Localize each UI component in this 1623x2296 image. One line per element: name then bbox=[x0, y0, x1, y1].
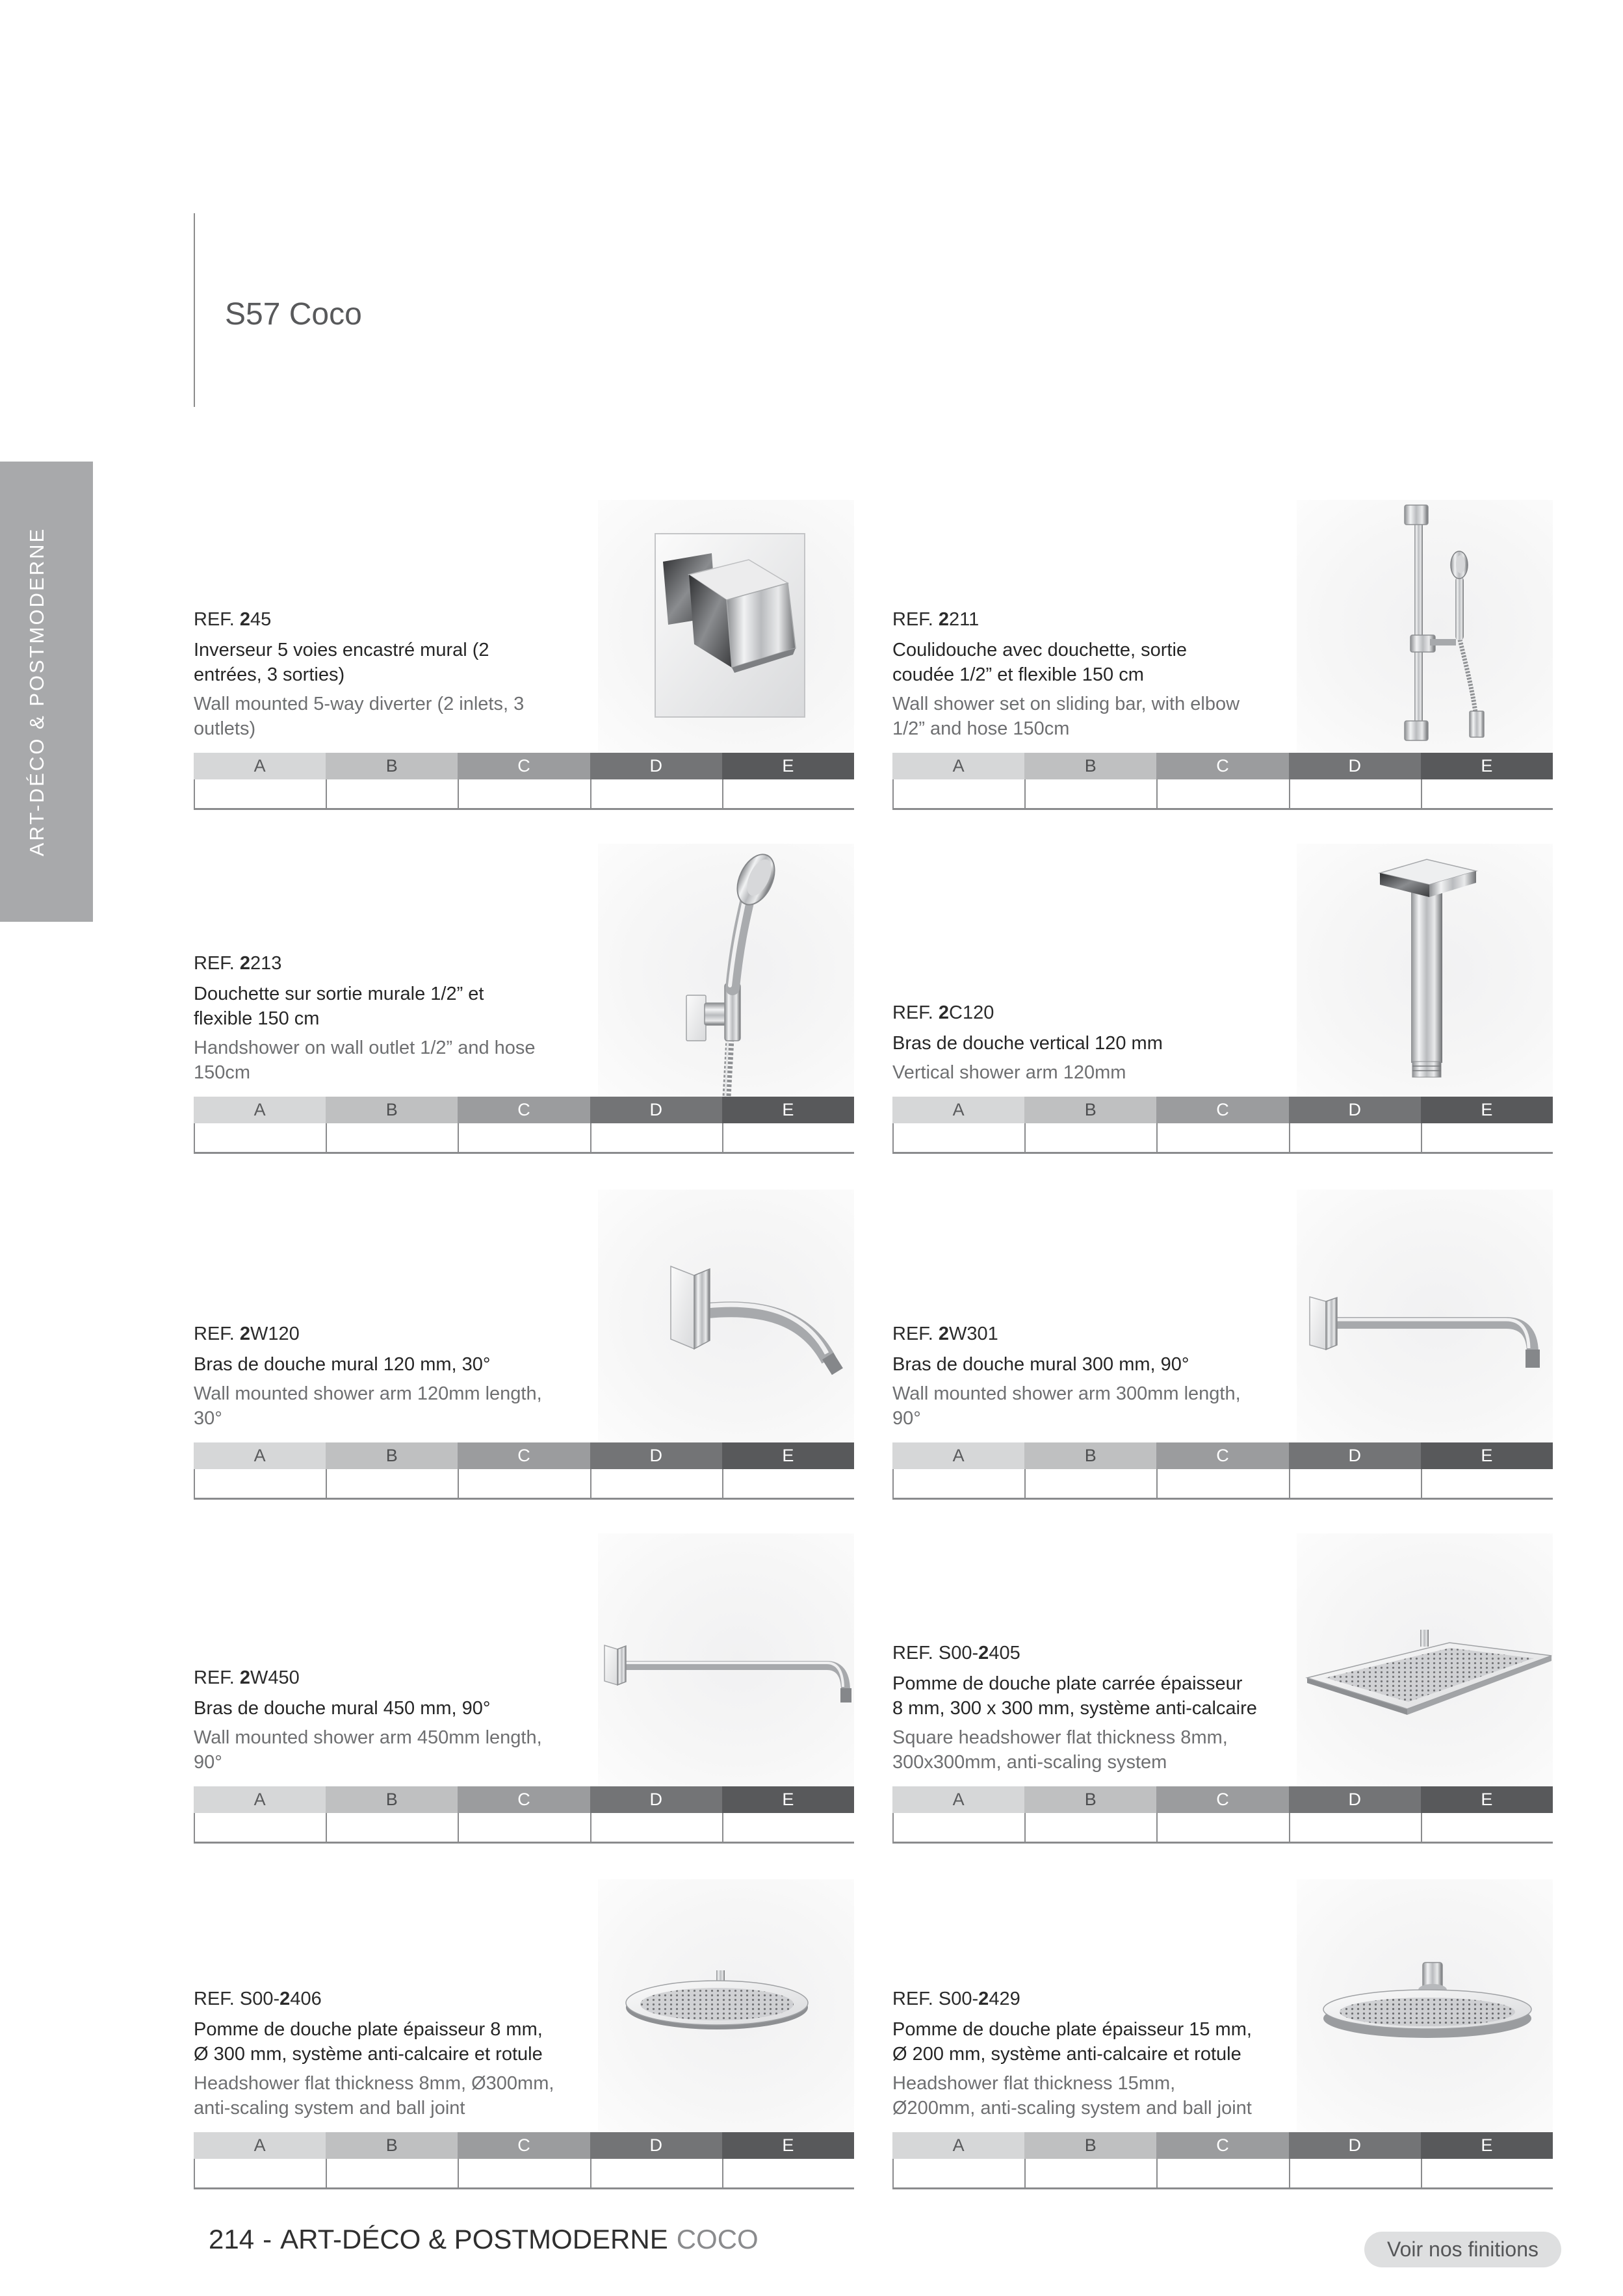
finish-cell bbox=[326, 779, 458, 808]
description-en: Headshower flat thickness 8mm, Ø300mm, anti-scaling system and ball joint bbox=[194, 2073, 554, 2119]
finish-header-row bbox=[892, 1442, 1553, 1469]
finish-cell bbox=[326, 1469, 458, 1498]
finish-col-e: E bbox=[1421, 1442, 1553, 1469]
finish-col-b: B bbox=[326, 753, 458, 779]
finish-col-a: A bbox=[194, 1442, 326, 1469]
product-card bbox=[892, 844, 1553, 1154]
finish-cell bbox=[722, 1813, 854, 1842]
finish-header-row bbox=[892, 2132, 1553, 2159]
handshower-wall-outlet-image bbox=[598, 844, 854, 1097]
description-fr: Bras de douche vertical 120 mm bbox=[892, 1033, 1163, 1054]
ref-prefix: REF. bbox=[194, 1667, 240, 1688]
finish-cell bbox=[1289, 1123, 1421, 1152]
product-text bbox=[194, 1322, 590, 1431]
finish-table bbox=[194, 1786, 854, 1844]
finish-cell bbox=[722, 779, 854, 808]
finish-cell bbox=[1156, 1123, 1288, 1152]
product-ref bbox=[194, 1322, 590, 1346]
finish-col-c: C bbox=[458, 1442, 590, 1469]
finish-cell bbox=[1024, 1469, 1156, 1498]
description-en: Wall mounted shower arm 300mm length, 90° bbox=[892, 1383, 1241, 1429]
finish-col-d: D bbox=[1289, 1786, 1421, 1813]
finish-value-row bbox=[194, 1123, 854, 1154]
finish-col-c: C bbox=[458, 753, 590, 779]
finish-col-d: D bbox=[1289, 753, 1421, 779]
ref-rest: 405 bbox=[989, 1643, 1020, 1663]
page-title: S57 Coco bbox=[225, 297, 362, 332]
product-text bbox=[194, 607, 590, 741]
ref-bold: 2 bbox=[938, 1002, 950, 1023]
finish-value-row bbox=[892, 2159, 1553, 2189]
finish-col-c: C bbox=[1156, 1097, 1288, 1123]
finish-cell bbox=[194, 1813, 326, 1842]
finish-cell bbox=[590, 1813, 722, 1842]
finish-value-row bbox=[892, 1469, 1553, 1500]
finish-table bbox=[892, 1097, 1553, 1154]
ref-prefix: REF. S00- bbox=[892, 1643, 979, 1663]
product-ref bbox=[194, 1665, 590, 1690]
round-headshower-300-image bbox=[598, 1879, 854, 2132]
description-en: Handshower on wall outlet 1/2” and hose 150cm bbox=[194, 1037, 536, 1083]
description-en: Wall shower set on sliding bar, with elbow 1/2” and hose 150cm bbox=[892, 694, 1240, 739]
product-image-frame bbox=[598, 844, 854, 1097]
ref-prefix: REF. bbox=[892, 1324, 939, 1344]
finish-value-row bbox=[194, 2159, 854, 2189]
finish-cell bbox=[326, 2159, 458, 2187]
finish-cell bbox=[1156, 1813, 1288, 1842]
ref-rest: W120 bbox=[250, 1324, 300, 1344]
finish-cell bbox=[722, 1123, 854, 1152]
finish-col-e: E bbox=[1421, 1097, 1553, 1123]
product-card bbox=[892, 500, 1553, 810]
finish-col-c: C bbox=[1156, 1442, 1288, 1469]
description-en: Headshower flat thickness 15mm, Ø200mm, anti-scaling system and ball joint bbox=[892, 2073, 1252, 2119]
finish-cell bbox=[326, 1813, 458, 1842]
ref-prefix: REF. bbox=[194, 953, 240, 974]
finish-cell bbox=[1289, 2159, 1421, 2187]
finish-cell bbox=[590, 779, 722, 808]
vertical-shower-arm-image bbox=[1297, 844, 1553, 1097]
product-image-frame bbox=[1297, 1879, 1553, 2132]
finish-cell bbox=[1156, 2159, 1288, 2187]
finish-cell bbox=[326, 1123, 458, 1152]
description-fr: Coulidouche avec douchette, sortie coudée 1/2” et flexible 150 cm bbox=[892, 640, 1188, 685]
ref-bold: 2 bbox=[279, 1989, 291, 2009]
finish-col-a: A bbox=[892, 1097, 1024, 1123]
finish-table bbox=[892, 753, 1553, 810]
finish-cell bbox=[892, 1123, 1024, 1152]
product-card bbox=[194, 500, 854, 810]
finish-cell bbox=[1421, 2159, 1553, 2187]
round-headshower-200-image bbox=[1297, 1879, 1553, 2132]
finish-col-e: E bbox=[722, 753, 854, 779]
finish-cell bbox=[892, 1469, 1024, 1498]
side-tab-label: ART-DÉCO & POSTMODERNE bbox=[25, 527, 48, 857]
finish-cell bbox=[194, 2159, 326, 2187]
ref-bold: 2 bbox=[239, 1324, 251, 1344]
product-ref bbox=[194, 607, 590, 632]
footer-separator: - bbox=[263, 2224, 272, 2254]
description-en: Vertical shower arm 120mm bbox=[892, 1062, 1126, 1083]
ref-bold: 2 bbox=[978, 1643, 989, 1663]
section-side-tab bbox=[0, 462, 93, 922]
finish-cell bbox=[1024, 1813, 1156, 1842]
finish-col-e: E bbox=[722, 2132, 854, 2159]
finish-header-row bbox=[892, 753, 1553, 779]
finish-value-row bbox=[194, 1813, 854, 1844]
finish-col-d: D bbox=[590, 1097, 722, 1123]
product-image-frame bbox=[1297, 1190, 1553, 1442]
product-text bbox=[892, 1322, 1289, 1431]
product-image-frame bbox=[598, 1879, 854, 2132]
finish-col-d: D bbox=[590, 2132, 722, 2159]
finish-col-c: C bbox=[458, 2132, 590, 2159]
description-fr: Bras de douche mural 300 mm, 90° bbox=[892, 1354, 1189, 1375]
square-headshower-image bbox=[1297, 1533, 1553, 1786]
product-text bbox=[892, 1641, 1289, 1775]
finish-col-b: B bbox=[326, 1442, 458, 1469]
finish-cell bbox=[458, 1813, 590, 1842]
ref-rest: 45 bbox=[250, 609, 272, 630]
finish-cell bbox=[722, 1469, 854, 1498]
description-fr: Bras de douche mural 120 mm, 30° bbox=[194, 1354, 491, 1375]
finish-col-b: B bbox=[1024, 2132, 1156, 2159]
sliding-bar-shower-set-image bbox=[1297, 500, 1553, 753]
finish-col-d: D bbox=[1289, 1097, 1421, 1123]
ref-bold: 2 bbox=[239, 1667, 251, 1688]
finish-col-c: C bbox=[1156, 2132, 1288, 2159]
ref-bold: 2 bbox=[978, 1989, 989, 2009]
description-en: Wall mounted 5-way diverter (2 inlets, 3 outlets) bbox=[194, 694, 525, 739]
product-card bbox=[194, 1533, 854, 1844]
finish-col-a: A bbox=[194, 753, 326, 779]
product-card bbox=[194, 1879, 854, 2189]
concealed-diverter-image bbox=[598, 500, 854, 753]
ref-rest: W301 bbox=[949, 1324, 998, 1344]
finish-value-row bbox=[892, 1123, 1553, 1154]
finish-col-e: E bbox=[1421, 2132, 1553, 2159]
finish-cell bbox=[194, 1469, 326, 1498]
finish-col-c: C bbox=[1156, 1786, 1288, 1813]
ref-bold: 2 bbox=[938, 1324, 950, 1344]
product-image-frame bbox=[1297, 500, 1553, 753]
product-ref bbox=[892, 1322, 1289, 1346]
finish-col-d: D bbox=[590, 1442, 722, 1469]
ref-prefix: REF. S00- bbox=[892, 1989, 979, 2009]
finish-cell bbox=[722, 2159, 854, 2187]
finish-cell bbox=[1421, 1813, 1553, 1842]
footer-collection: COCO bbox=[676, 2224, 759, 2254]
description-fr: Bras de douche mural 450 mm, 90° bbox=[194, 1698, 491, 1719]
product-image-frame bbox=[598, 1533, 854, 1786]
finish-header-row bbox=[194, 1097, 854, 1123]
finish-col-a: A bbox=[892, 1786, 1024, 1813]
ref-prefix: REF. S00- bbox=[194, 1989, 280, 2009]
finish-cell bbox=[194, 779, 326, 808]
finish-col-b: B bbox=[1024, 753, 1156, 779]
finish-cell bbox=[892, 1813, 1024, 1842]
ref-rest: 213 bbox=[250, 953, 282, 974]
finish-header-row bbox=[892, 1786, 1553, 1813]
product-card bbox=[194, 844, 854, 1154]
finish-cell bbox=[1156, 779, 1288, 808]
footer-section: ART-DÉCO & POSTMODERNE bbox=[280, 2224, 668, 2254]
finish-col-c: C bbox=[458, 1786, 590, 1813]
product-text bbox=[194, 1665, 590, 1775]
finish-cell bbox=[1156, 1469, 1288, 1498]
product-ref bbox=[194, 951, 590, 976]
finish-col-a: A bbox=[892, 2132, 1024, 2159]
finish-cell bbox=[1421, 1123, 1553, 1152]
finish-cell bbox=[1289, 1469, 1421, 1498]
finish-cell bbox=[194, 1123, 326, 1152]
finish-col-b: B bbox=[326, 1786, 458, 1813]
description-en: Wall mounted shower arm 120mm length, 30° bbox=[194, 1383, 542, 1429]
finish-cell bbox=[590, 1469, 722, 1498]
finish-col-e: E bbox=[722, 1786, 854, 1813]
finish-col-c: C bbox=[1156, 753, 1288, 779]
wall-shower-arm-300-image bbox=[1297, 1190, 1553, 1442]
product-text bbox=[892, 607, 1289, 741]
finish-col-e: E bbox=[1421, 1786, 1553, 1813]
description-fr: Douchette sur sortie murale 1/2” et flexible 150 cm bbox=[194, 984, 484, 1029]
finish-value-row bbox=[194, 779, 854, 810]
product-ref bbox=[892, 1000, 1289, 1025]
title-divider bbox=[194, 213, 195, 407]
ref-bold: 2 bbox=[938, 609, 950, 630]
description-fr: Pomme de douche plate épaisseur 15 mm, Ø 200 mm, système anti-calcaire et rotule bbox=[892, 2019, 1252, 2065]
finish-value-row bbox=[194, 1469, 854, 1500]
product-image-frame bbox=[598, 500, 854, 753]
finish-col-a: A bbox=[892, 753, 1024, 779]
finish-table bbox=[194, 753, 854, 810]
finish-cell bbox=[590, 1123, 722, 1152]
description-fr: Pomme de douche plate carrée épaisseur 8 mm, 300 x 300 mm, système anti-calcaire bbox=[892, 1673, 1257, 1719]
finish-col-b: B bbox=[1024, 1786, 1156, 1813]
finish-table bbox=[194, 1097, 854, 1154]
product-ref bbox=[194, 1987, 590, 2011]
ref-prefix: REF. bbox=[194, 1324, 240, 1344]
finish-col-d: D bbox=[1289, 1442, 1421, 1469]
finish-col-b: B bbox=[326, 2132, 458, 2159]
wall-shower-arm-450-image bbox=[598, 1533, 854, 1786]
wall-shower-arm-120-image bbox=[598, 1190, 854, 1442]
finish-table bbox=[892, 2132, 1553, 2189]
ref-rest: C120 bbox=[949, 1002, 994, 1023]
ref-rest: W450 bbox=[250, 1667, 300, 1688]
ref-prefix: REF. bbox=[194, 609, 240, 630]
finish-header-row bbox=[194, 1786, 854, 1813]
ref-prefix: REF. bbox=[892, 609, 939, 630]
finish-header-row bbox=[892, 1097, 1553, 1123]
ref-rest: 211 bbox=[949, 609, 980, 630]
finish-cell bbox=[458, 2159, 590, 2187]
finish-col-b: B bbox=[1024, 1442, 1156, 1469]
product-text bbox=[892, 1987, 1289, 2120]
finish-cell bbox=[1421, 779, 1553, 808]
finish-col-c: C bbox=[458, 1097, 590, 1123]
product-image-frame bbox=[1297, 844, 1553, 1097]
finish-cell bbox=[892, 779, 1024, 808]
finish-col-d: D bbox=[590, 1786, 722, 1813]
finish-cell bbox=[458, 779, 590, 808]
product-card bbox=[892, 1533, 1553, 1844]
description-fr: Inverseur 5 voies encastré mural (2 entrées, 3 sorties) bbox=[194, 640, 489, 685]
product-ref bbox=[892, 1987, 1289, 2011]
finish-col-a: A bbox=[194, 1786, 326, 1813]
description-en: Square headshower flat thickness 8mm, 300x300mm, anti-scaling system bbox=[892, 1727, 1228, 1773]
finish-table bbox=[194, 2132, 854, 2189]
product-image-frame bbox=[598, 1190, 854, 1442]
product-text bbox=[194, 951, 590, 1085]
finish-cell bbox=[1024, 1123, 1156, 1152]
finish-cell bbox=[1289, 1813, 1421, 1842]
finish-cell bbox=[458, 1469, 590, 1498]
product-ref bbox=[892, 607, 1289, 632]
ref-bold: 2 bbox=[239, 609, 251, 630]
finish-col-a: A bbox=[892, 1442, 1024, 1469]
finish-col-b: B bbox=[326, 1097, 458, 1123]
finish-header-row bbox=[194, 1442, 854, 1469]
finish-cell bbox=[1024, 2159, 1156, 2187]
product-card bbox=[194, 1190, 854, 1500]
product-ref bbox=[892, 1641, 1289, 1665]
finish-col-e: E bbox=[722, 1442, 854, 1469]
finish-col-e: E bbox=[722, 1097, 854, 1123]
finish-header-row bbox=[194, 753, 854, 779]
finish-value-row bbox=[892, 1813, 1553, 1844]
finish-cell bbox=[1024, 779, 1156, 808]
product-text bbox=[194, 1987, 590, 2120]
description-en: Wall mounted shower arm 450mm length, 90° bbox=[194, 1727, 542, 1773]
finish-cell bbox=[458, 1123, 590, 1152]
product-text bbox=[892, 1000, 1289, 1085]
finish-table bbox=[194, 1442, 854, 1500]
finish-header-row bbox=[194, 2132, 854, 2159]
ref-rest: 429 bbox=[989, 1989, 1020, 2009]
finish-col-e: E bbox=[1421, 753, 1553, 779]
finish-col-a: A bbox=[194, 2132, 326, 2159]
finish-col-a: A bbox=[194, 1097, 326, 1123]
product-card bbox=[892, 1190, 1553, 1500]
finish-value-row bbox=[892, 779, 1553, 810]
description-fr: Pomme de douche plate épaisseur 8 mm, Ø 300 mm, système anti-calcaire et rotule bbox=[194, 2019, 543, 2065]
finish-cell bbox=[1289, 779, 1421, 808]
finish-col-d: D bbox=[590, 753, 722, 779]
page-number: 214 bbox=[209, 2224, 255, 2254]
see-finishes-button[interactable]: Voir nos finitions bbox=[1364, 2232, 1561, 2267]
ref-prefix: REF. bbox=[892, 1002, 939, 1023]
finish-table bbox=[892, 1786, 1553, 1844]
finish-cell bbox=[1421, 1469, 1553, 1498]
product-card bbox=[892, 1879, 1553, 2189]
product-image-frame bbox=[1297, 1533, 1553, 1786]
finish-table bbox=[892, 1442, 1553, 1500]
page-footer bbox=[209, 2223, 759, 2256]
finish-cell bbox=[590, 2159, 722, 2187]
ref-bold: 2 bbox=[239, 953, 251, 974]
finish-cell bbox=[892, 2159, 1024, 2187]
ref-rest: 406 bbox=[290, 1989, 322, 2009]
finish-col-b: B bbox=[1024, 1097, 1156, 1123]
finish-col-d: D bbox=[1289, 2132, 1421, 2159]
